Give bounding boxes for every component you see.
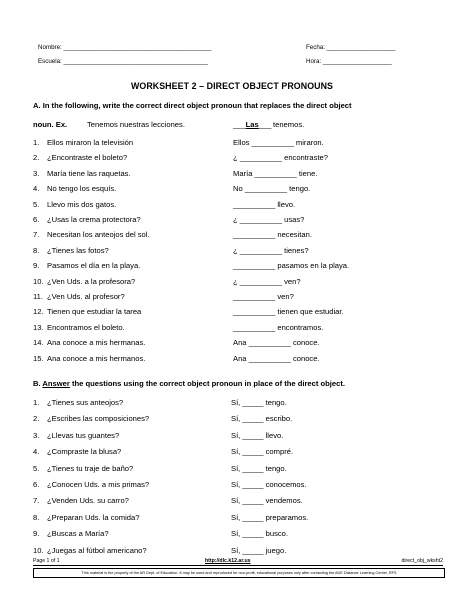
item-number: 8. — [33, 245, 40, 255]
item-question: ¿Tienes sus anteojos? — [47, 398, 124, 407]
item-answer-blank[interactable]: ¿ __________ encontraste? — [233, 153, 328, 163]
exercise-row — [33, 480, 443, 494]
item-answer-blank[interactable]: Ana __________ conoce. — [233, 338, 320, 348]
item-answer-blank[interactable]: Sí, _____ conocemos. — [231, 480, 307, 489]
item-question: ¿Conocen Uds. a mis primas? — [47, 480, 150, 489]
item-answer-blank[interactable]: ¿ __________ tienes? — [233, 245, 309, 255]
exercise-row — [33, 338, 443, 352]
item-question: ¿Ven Uds. a la profesora? — [47, 276, 136, 286]
item-number: 4. — [33, 447, 40, 457]
exercise-row — [33, 261, 443, 275]
section-a-instruction: A. In the following, write the correct direct object pronoun that replaces the direct object — [33, 101, 352, 110]
item-answer-blank[interactable]: ¿ __________ usas? — [233, 215, 305, 224]
item-question: ¿Ven Uds. al profesor? — [47, 292, 125, 301]
item-answer-blank[interactable]: Sí, _____ escribo. — [231, 414, 293, 424]
item-answer-blank[interactable]: Sí, _____ tengo. — [231, 398, 287, 407]
page-number: Page 1 of 1 — [33, 558, 60, 564]
item-number: 5. — [33, 463, 40, 473]
exercise-row — [33, 246, 443, 260]
item-number: 1. — [33, 398, 40, 407]
date-field: Fecha: ____________________ — [306, 44, 396, 51]
item-number: 15. — [33, 353, 44, 363]
item-number: 5. — [33, 199, 40, 209]
exercise-row — [33, 354, 443, 368]
exercise-row — [33, 200, 443, 214]
item-number: 2. — [33, 153, 40, 163]
item-answer-blank[interactable]: María __________ tiene. — [233, 168, 318, 178]
item-question: Ana conoce a mis hermanos. — [47, 353, 146, 363]
exercise-row — [33, 215, 443, 229]
item-question: ¿Buscas a María? — [47, 529, 109, 539]
item-number: 3. — [33, 168, 40, 178]
school-field: Escuela: __________________________________________ — [38, 58, 208, 65]
item-number: 7. — [33, 496, 40, 506]
item-number: 4. — [33, 184, 40, 194]
time-field: Hora: ____________________ — [306, 58, 392, 65]
item-answer-blank[interactable]: Sí, _____ tengo. — [231, 463, 287, 473]
name-field: Nombre: ___________________________________________ — [38, 44, 212, 51]
item-number: 1. — [33, 138, 40, 147]
item-answer-blank[interactable]: __________ encontramos. — [233, 322, 324, 332]
item-number: 9. — [33, 529, 40, 539]
footer-disclaimer: This material is the property of the AR Dept. of Education. It may be used and reproduced for non-profit, educational purposes only after contacting the ADE Distance Learning Center, RFS — [33, 568, 445, 578]
item-question: ¿Venden Uds. su carro? — [47, 496, 129, 506]
section-b-instruction: B. Answer the questions using the correct object pronoun in place of the direct object. — [33, 379, 345, 388]
item-answer-blank[interactable]: Ana __________ conoce. — [233, 353, 320, 363]
item-answer-blank[interactable]: Sí, _____ llevo. — [231, 430, 284, 440]
item-question: ¿Tienes tu traje de baño? — [47, 463, 134, 473]
item-question: Ellos miraron la televisión — [47, 138, 134, 147]
item-answer-blank[interactable]: Sí, _____ compré. — [231, 447, 294, 457]
exercise-row — [33, 138, 443, 152]
exercise-row — [33, 292, 443, 306]
exercise-row — [33, 447, 443, 461]
exercise-row — [33, 277, 443, 291]
item-question: ¿Preparan Uds. la comida? — [47, 512, 140, 522]
example-sentence: Tenemos nuestras lecciones. — [87, 120, 185, 129]
item-question: María tiene las raquetas. — [47, 168, 131, 178]
exercise-row — [33, 398, 443, 412]
item-answer-blank[interactable]: __________ pasamos en la playa. — [233, 261, 350, 271]
item-question: No tengo los esquís. — [47, 184, 117, 194]
exercise-row — [33, 323, 443, 337]
item-number: 8. — [33, 512, 40, 522]
footer-divider — [33, 565, 443, 566]
item-question: Encontramos el boleto. — [47, 322, 125, 332]
item-question: ¿Encontraste el boleto? — [47, 153, 128, 163]
item-number: 10. — [33, 545, 44, 555]
exercise-row — [33, 169, 443, 183]
item-question: ¿Llevas tus guantes? — [47, 430, 120, 440]
item-number: 14. — [33, 338, 44, 348]
exercise-row — [33, 184, 443, 198]
footer-code: direct_obj_wksht2 — [401, 558, 443, 564]
item-question: ¿Compraste la blusa? — [47, 447, 122, 457]
item-answer-blank[interactable]: __________ ven? — [233, 292, 294, 301]
item-question: Tienen que estudiar la tarea — [47, 307, 142, 317]
item-number: 7. — [33, 230, 40, 240]
example-rest: tenemos. — [273, 120, 305, 129]
item-question: Necesitan los anteojos del sol. — [47, 230, 150, 240]
item-answer-blank[interactable]: No __________ tengo. — [233, 184, 311, 194]
exercise-row — [33, 307, 443, 321]
exercise-row — [33, 153, 443, 167]
item-number: 10. — [33, 276, 44, 286]
item-number: 12. — [33, 307, 44, 317]
item-question: ¿Escribes las composiciones? — [47, 414, 150, 424]
exercise-row — [33, 464, 443, 478]
item-answer-blank[interactable]: Sí, _____ preparamos. — [231, 512, 309, 522]
item-number: 11. — [33, 292, 43, 301]
example-answer-word: Las — [245, 120, 259, 129]
item-number: 13. — [33, 322, 44, 332]
item-answer-blank[interactable]: Sí, _____ vendemos. — [231, 496, 303, 506]
item-number: 6. — [33, 215, 40, 224]
exercise-row — [33, 513, 443, 527]
item-question: Ana conoce a mis hermanas. — [47, 338, 146, 348]
answer-emphasis: Answer — [42, 379, 70, 388]
exercise-row — [33, 496, 443, 510]
exercise-row — [33, 414, 443, 428]
item-question: ¿Usas la crema protectora? — [47, 215, 141, 224]
item-number: 9. — [33, 261, 40, 271]
item-question: ¿Tienes las fotos? — [47, 245, 109, 255]
exercise-row — [33, 230, 443, 244]
item-question: Pasamos el día en la playa. — [47, 261, 141, 271]
item-answer-blank[interactable]: __________ tienen que estudiar. — [233, 307, 344, 317]
item-number: 3. — [33, 430, 40, 440]
item-question: Llevo mis dos gatos. — [47, 199, 117, 209]
section-a-example — [33, 120, 443, 134]
item-answer-blank[interactable]: Sí, _____ juego. — [231, 545, 287, 555]
footer-url[interactable]: http://dlc.k12.ar.us — [205, 558, 251, 564]
item-question: ¿Juegas al fútbol americano? — [47, 545, 147, 555]
item-number: 6. — [33, 480, 40, 489]
exercise-row — [33, 529, 443, 543]
item-answer-blank[interactable]: ¿ __________ ven? — [233, 276, 301, 286]
exercise-row — [33, 431, 443, 445]
item-answer-blank[interactable]: Sí, _____ busco. — [231, 529, 288, 539]
item-number: 2. — [33, 414, 40, 424]
item-answer-blank[interactable]: __________ necesitan. — [233, 230, 312, 240]
worksheet-title: WORKSHEET 2 – DIRECT OBJECT PRONOUNS — [130, 81, 334, 91]
example-answer: ___Las___ — [233, 120, 272, 129]
item-answer-blank[interactable]: __________ llevo. — [233, 199, 296, 209]
example-prefix: noun. Ex. — [33, 120, 68, 129]
item-answer-blank[interactable]: Ellos __________ miraron. — [233, 138, 324, 147]
